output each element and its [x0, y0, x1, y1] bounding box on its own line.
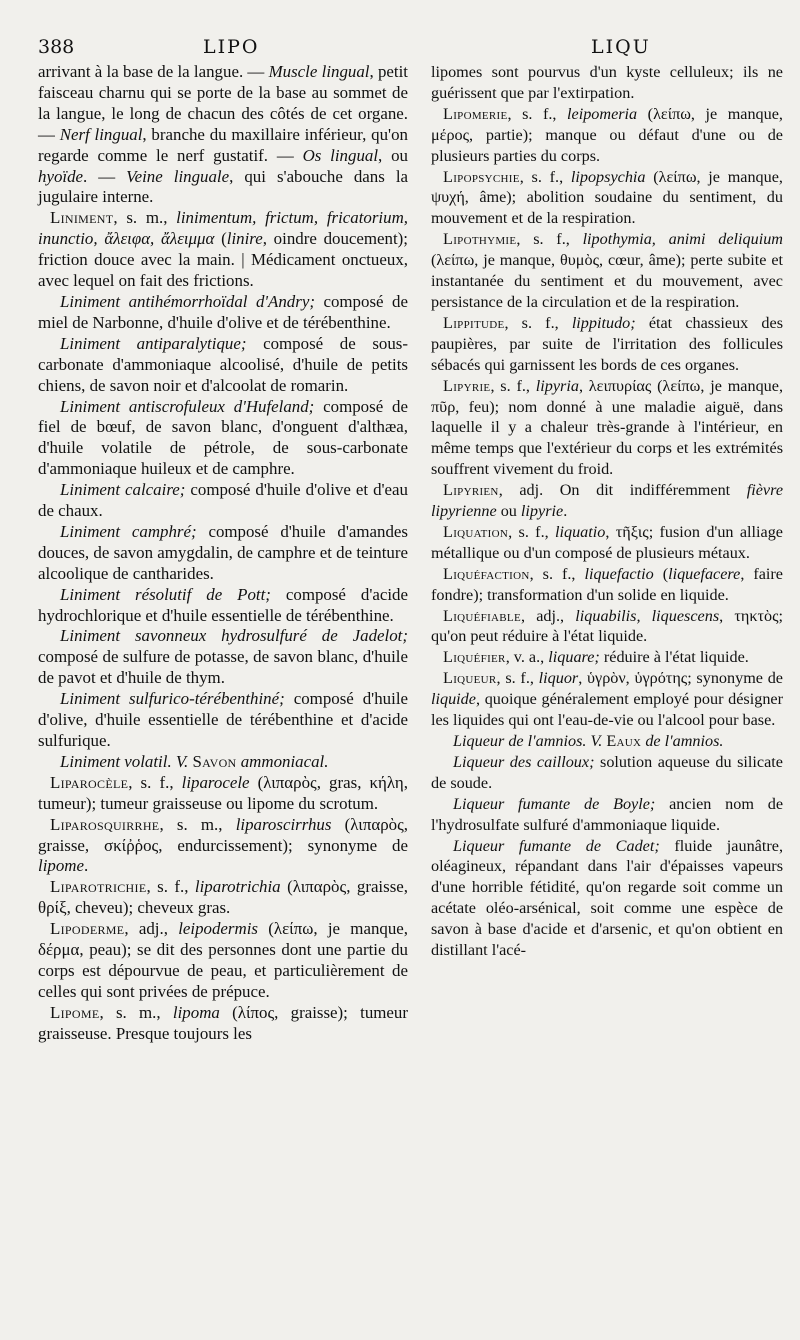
entry-text: composé d'huile d'amandes douces, de savon amygdalin, de camphre et de teinture alcoolique de cantharides. — [38, 521, 408, 583]
dictionary-entry — [38, 208, 408, 292]
italic-text: leipomeria — [567, 104, 638, 123]
entry-text: , s. f., — [496, 669, 539, 688]
italic-text: liparotrichia — [194, 877, 281, 897]
italic-text: lippitudo; — [571, 313, 636, 332]
dictionary-entry — [38, 877, 408, 919]
entry-headword: Liniment — [50, 208, 114, 228]
italic-text: liquatio — [555, 522, 606, 541]
entry-text: , s. f., — [146, 877, 195, 897]
small-caps-ref: Eaux — [606, 732, 642, 750]
sub-entry — [38, 334, 408, 397]
italic-text: linimentum, frictum, fricatorium, inunctio, ἄλειφα, ἄλειμμα — [38, 208, 408, 249]
entry-text: , branche du maxillaire inférieur, qu'on regarde comme le nerf gustatif. — — [38, 124, 408, 165]
sub-entry — [38, 752, 408, 773]
italic-text: lipothymia, animi deliquium — [582, 230, 783, 249]
entry-text: , s. f., — [490, 376, 536, 395]
italic-text: liquare; — [548, 648, 600, 667]
italic-text: linire — [226, 229, 263, 249]
entry-text: composé d'huile d'olive et d'eau de chaux. — [38, 480, 409, 521]
italic-text: liparocele — [181, 772, 250, 792]
entry-headword: Lipomerie — [443, 104, 508, 123]
italic-text: Liqueur de l'amnios. V. — [453, 732, 603, 750]
italic-text: Liniment camphré; — [60, 521, 197, 541]
dictionary-entry — [431, 104, 783, 167]
italic-text: liquide — [431, 690, 476, 709]
dictionary-entry — [431, 167, 783, 230]
italic-text: Liniment sulfurico-térébenthiné; — [60, 689, 285, 709]
entry-text: , s. f., — [516, 230, 583, 249]
entry-text: lipomes sont pourvus d'un kyste celluleux; ils ne guérissent que par l'extirpation. — [431, 63, 783, 102]
entry-text: , adj., — [520, 606, 576, 625]
sub-entry — [431, 731, 783, 752]
entry-text: ( — [214, 229, 227, 249]
entry-text: . — — [83, 166, 127, 186]
entry-headword: Lipyrie — [443, 376, 491, 395]
entry-headword: Lipothymie — [443, 230, 517, 249]
right-running-head: LIQU — [591, 36, 651, 58]
entry-text: (λείπω, je manque, δέρμα, peau); se dit des personnes dont une partie du corps est dépourvue de peau, et particulièrement de celles qui sont privées de prépuce. — [38, 919, 409, 1001]
italic-text: Veine linguale — [126, 166, 230, 186]
entry-text: (λιπαρὸς, gras, κήλη, tumeur); tumeur graisseuse ou lipome du scrotum. — [38, 772, 408, 813]
entry-text: état chassieux des paupières, par suite de l'irritation des follicules sébacés qui garnissent les bords de ces organes. — [431, 313, 783, 374]
entry-text: fluide jaunâtre, oléagineux, répandant dans l'air d'épaisses vapeurs d'une horrible fétidité, qu'on regarde soit comme un acétate oléo-arsénical, soit comme une espèce de savon à base d'acide et d'arsenic, et qu'on obtient en distillant l'acé- — [431, 836, 783, 960]
entry-text: , s. m., — [159, 814, 236, 834]
entry-headword: Lipoderme — [50, 919, 125, 939]
continued-text — [38, 62, 408, 208]
italic-text: hyoïde — [38, 166, 84, 186]
italic-text: ammoniacal. — [236, 751, 329, 771]
italic-text: liquor — [538, 669, 579, 688]
entry-text: composé de sous-carbonate d'ammoniaque alcoolisé, d'huile de petits chiens, de savon noir et d'alcoolat de romarin. — [38, 333, 408, 395]
italic-text: Liqueur fumante de Boyle; — [453, 794, 656, 813]
sub-entry — [38, 522, 408, 585]
entry-headword: Liparotrichie — [50, 877, 147, 897]
entry-text: , s. m., — [99, 1002, 173, 1022]
entry-text: . — [563, 502, 568, 521]
sub-entry — [38, 689, 408, 752]
entry-headword: Liparosquirrhe — [50, 814, 160, 834]
entry-text: , s. f., — [128, 772, 182, 792]
entry-text: ancien nom de l'hydrosulfate sulfuré d'ammoniaque liquide. — [431, 794, 784, 834]
dictionary-entry — [38, 919, 408, 1003]
italic-text: leipodermis — [178, 919, 258, 939]
entry-text: , adj. On dit indifféremment — [498, 481, 747, 500]
entry-text: composé d'huile d'olive, d'huile essentielle de térébenthine et d'acide sulfurique. — [38, 689, 409, 750]
entry-headword: Liquéfier — [443, 648, 506, 667]
entry-text: , ὑγρὸν, ὑγρότης; synonyme de — [578, 669, 783, 688]
entry-text: réduire à l'état liquide. — [599, 648, 749, 667]
italic-text: Liniment antiparalytique; — [60, 333, 247, 353]
dictionary-entry — [431, 313, 783, 376]
entry-text: (λίπος, graisse); tumeur graisseuse. Presque toujours les — [38, 1002, 408, 1043]
italic-text: Liniment calcaire; — [60, 480, 186, 500]
page-header — [38, 28, 782, 60]
dictionary-entry — [431, 647, 783, 668]
italic-text: liparoscirrhus — [235, 814, 332, 834]
dictionary-entry — [431, 480, 783, 522]
entry-text: ou — [496, 502, 521, 521]
dictionary-entry — [431, 564, 783, 606]
italic-text: Muscle lingual — [268, 62, 370, 81]
italic-text: lipyria — [535, 376, 579, 395]
right-column — [431, 62, 783, 961]
italic-text: lipopsychia — [570, 167, 646, 186]
dictionary-entry — [38, 815, 408, 878]
italic-text: Liniment volatil. V. — [60, 751, 189, 771]
small-caps-ref: Savon — [192, 751, 237, 771]
entry-headword: Lipopsychie — [443, 167, 520, 186]
entry-text: , s. m., — [113, 208, 177, 228]
entry-text: , s. f., — [519, 167, 571, 186]
entry-text: (λιπαρὸς, graisse, θρίξ, cheveu); cheveux gras. — [38, 877, 408, 918]
dictionary-entry — [431, 606, 783, 648]
italic-text: liquefacere — [668, 564, 741, 583]
italic-text: Liqueur fumante de Cadet; — [453, 836, 660, 855]
italic-text: de l'amnios. — [641, 732, 724, 750]
entry-text: , petit faisceau charnu qui se porte de la base au sommet de la langue, le long de chacun des côtés de cet organe. — — [38, 62, 409, 144]
italic-text: lipoma — [172, 1002, 220, 1022]
entry-headword: Liquéfaction — [443, 564, 530, 583]
left-column — [38, 62, 408, 1045]
entry-text: , s. f., — [508, 522, 555, 541]
entry-headword: Liqueur — [443, 669, 497, 688]
entry-text: , v. a., — [505, 648, 549, 667]
sub-entry — [38, 626, 408, 689]
entry-text: , s. f., — [529, 564, 585, 583]
sub-entry — [38, 292, 408, 334]
entry-text: (λείπω, je manque, μέρος, partie); manque ou défaut d'une ou de plusieurs parties du corps. — [431, 104, 783, 165]
entry-text: composé de sulfure de potasse, de savon blanc, d'huile de pavot et d'huile de thym. — [38, 647, 408, 688]
entry-headword: Lipyrien — [443, 481, 499, 500]
entry-text: (λιπαρὸς, graisse, σκίῤῥος, endurcissement); synonyme de — [38, 814, 408, 855]
entry-text: composé d'acide hydrochlorique et d'huile essentielle de térébenthine. — [38, 584, 408, 625]
entry-text: composé de miel de Narbonne, d'huile d'olive et de térébenthine. — [38, 291, 408, 332]
italic-text: fièvre lipyrienne — [431, 481, 783, 521]
dictionary-entry — [38, 773, 408, 815]
dictionary-entry — [431, 522, 783, 564]
entry-text: arrivant à la base de la langue. — — [38, 62, 269, 81]
entry-text: , τῆξις; fusion d'un alliage métallique ou d'un composé de plusieurs métaux. — [431, 522, 783, 562]
dictionary-entry — [38, 1003, 408, 1045]
sub-entry — [38, 397, 408, 481]
sub-entry — [431, 836, 783, 961]
entry-text: , τηκτὸς; qu'on peut réduire à l'état liquide. — [431, 606, 784, 646]
sub-entry — [38, 480, 408, 522]
sub-entry — [431, 752, 783, 794]
italic-text: Liniment résolutif de Pott; — [60, 584, 271, 604]
entry-text: solution aqueuse du silicate de soude. — [431, 752, 783, 792]
italic-text: Liniment savonneux hydrosulfuré de Jadelot; — [60, 626, 408, 646]
entry-text: , adj., — [124, 919, 179, 939]
dictionary-entry — [431, 376, 783, 481]
page-number: 388 — [38, 36, 75, 58]
dictionary-entry — [431, 229, 783, 313]
italic-text: Liniment antiscrofuleux d'Hufeland; — [60, 396, 315, 416]
entry-headword: Lippitude — [443, 313, 505, 332]
entry-headword: Liquation — [443, 522, 509, 541]
entry-text: (λείπω, je manque, θυμὸς, cœur, âme); perte subite et instantanée du sentiment et du mouvement, avec persistance de la circulation et de la respiration. — [431, 251, 783, 311]
entry-text: , quoique généralement employé pour désigner les liquides qui ont l'eau-de-vie ou l'alcool pour base. — [431, 690, 783, 730]
entry-text: , ou — [378, 145, 409, 165]
entry-text: (λείπω, je manque, ψυχή, âme); abolition soudaine du sentiment, du mouvement et de la respiration. — [431, 167, 783, 228]
entry-text: , oindre doucement); friction douce avec la main. | Médicament onctueux, avec lequel on fait des frictions. — [38, 229, 408, 291]
left-running-head: LIPO — [203, 36, 260, 58]
sub-entry — [38, 585, 408, 627]
entry-headword: Liquéfiable — [443, 606, 521, 625]
entry-text: . — [83, 856, 89, 876]
entry-text: , faire fondre); transformation d'un solide en liquide. — [431, 564, 783, 604]
italic-text: Liqueur des cailloux; — [453, 752, 595, 771]
entry-headword: Liparocèle — [50, 772, 129, 792]
sub-entry — [431, 794, 783, 836]
continued-text — [431, 62, 783, 104]
entry-text: , s. f., — [504, 313, 572, 332]
entry-headword: Lipome — [50, 1002, 100, 1022]
italic-text: lipyrie — [520, 502, 564, 521]
dictionary-entry — [431, 668, 783, 731]
italic-text: Liniment antihémorrhoïdal d'Andry; — [60, 291, 315, 311]
italic-text: liquabilis, liquescens — [575, 606, 720, 625]
italic-text: lipome — [38, 856, 84, 876]
entry-text: composé de fiel de bœuf, de savon blanc, d'onguent d'althæa, d'huile volatile de pétrole, de sous-carbonate d'ammoniaque huileux et de camphre. — [38, 396, 408, 479]
entry-text: ( — [653, 564, 669, 583]
entry-text: , qui s'abouche dans la jugulaire interne. — [38, 166, 409, 207]
entry-text: , s. f., — [507, 104, 568, 123]
italic-text: Nerf lingual — [59, 124, 143, 144]
italic-text: liquefactio — [584, 564, 654, 583]
italic-text: Os lingual — [302, 145, 379, 165]
text-columns — [38, 62, 784, 1340]
entry-text: , λειπυρίας (λείπω, je manque, πῦρ, feu); nom donné à une maladie aiguë, dans laquelle il y a chaleur très-grande à l'intérieur, en même temps que l'extérieur du corps et les extrémités souffrent vivement du froid. — [431, 376, 783, 479]
